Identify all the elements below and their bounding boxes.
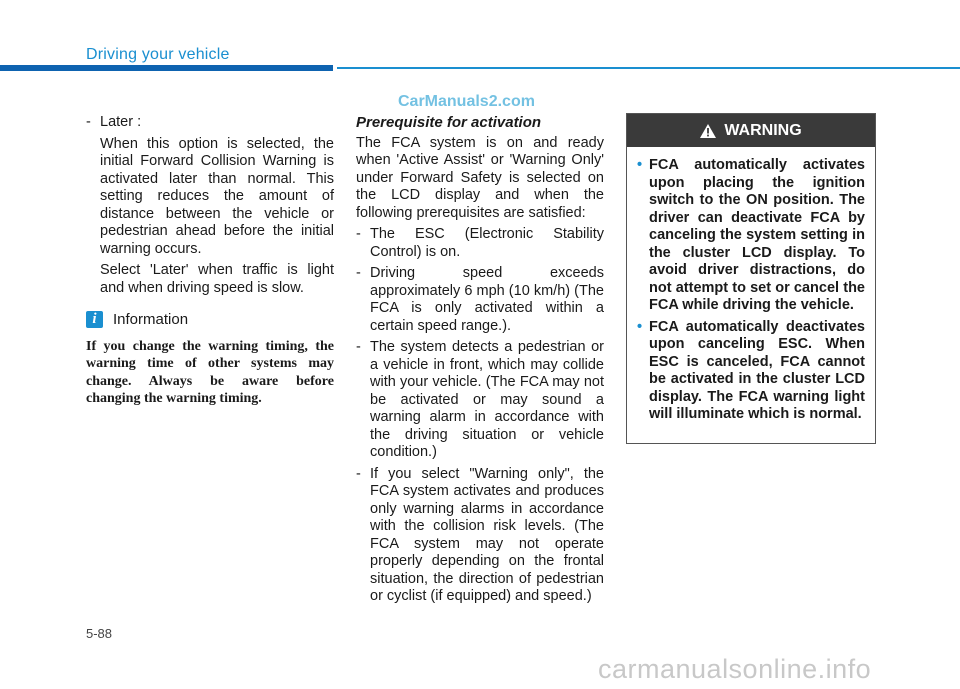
information-heading [86,311,334,329]
list-item: - If you select "Warning only", the FCA system activates and produces only warning alarms in accordance with the collision risk levels. (The FCA system may not operate properly depending on the frontal situation, the direction of pedestrian or cyclist (if equipped) and speed.) [356,465,604,604]
watermark-bottom[interactable]: carmanualsonline.info [598,654,872,684]
header-rule-light [337,67,960,69]
list-item: - The system detects a pedestrian or a vehicle in front, which may collide with your vehicle. (The FCA may not be activated or may sound a warning alarm in accordance with the driving situation or vehicle condition.) [356,339,604,460]
later-label: Later : [100,114,142,130]
column-left [86,114,334,408]
warning-triangle-icon [700,124,716,138]
list-item: - Driving speed exceeds approximately 6 mph (10 km/h) (The FCA is only activated within a certain speed range.). [356,265,604,334]
warning-body [627,147,875,424]
information-text: If you change the warning timing, the warning time of other systems may change. Always be aware before changing the warning timing. [86,338,334,406]
later-option [86,114,334,132]
warning-box [626,113,876,444]
prerequisite-intro: The FCA system is on and ready when 'Active Assist' or 'Warning Only' under Forward Safety is selected on the LCD display and when the following prerequisites are satisfied: [356,134,604,221]
bullet-icon: • [637,318,643,335]
info-icon: i [86,311,103,328]
page-number: 5-88 [86,626,113,641]
warning-header [627,114,875,147]
bullet-icon: • [637,157,643,173]
section-header: Driving your vehicle [86,46,230,63]
warning-item: • FCA automatically activates upon placing the ignition switch to the ON position. The driver can deactivate FCA by canceling the system setting in the cluster LCD display. To avoid driver distractions, do not attempt to set or cancel the FCA while driving the vehicle. [637,157,865,313]
later-description: When this option is selected, the initial Forward Collision Warning is activated later than normal. This setting reduces the amount of distance between the vehicle or pedestrian ahead before the initial warning occurs. [100,135,334,257]
warning-item: • FCA automatically deactivates upon canceling ESC. When ESC is canceled, FCA cannot be activated in the cluster LCD display. The FCA warning light will illuminate which is normal. [637,318,865,422]
list-item: - The ESC (Electronic Stability Control) is on. [356,226,604,260]
column-middle [356,114,604,606]
prerequisite-title: Prerequisite for activation [356,114,542,131]
warning-title: WARNING [724,121,802,139]
dash-marker: - [86,114,91,130]
header-rule-dark [0,65,333,71]
information-title: Information [113,311,189,328]
later-tip: Select 'Later' when traffic is light and when driving speed is slow. [100,262,334,296]
watermark-top[interactable]: CarManuals2.com [398,93,535,110]
